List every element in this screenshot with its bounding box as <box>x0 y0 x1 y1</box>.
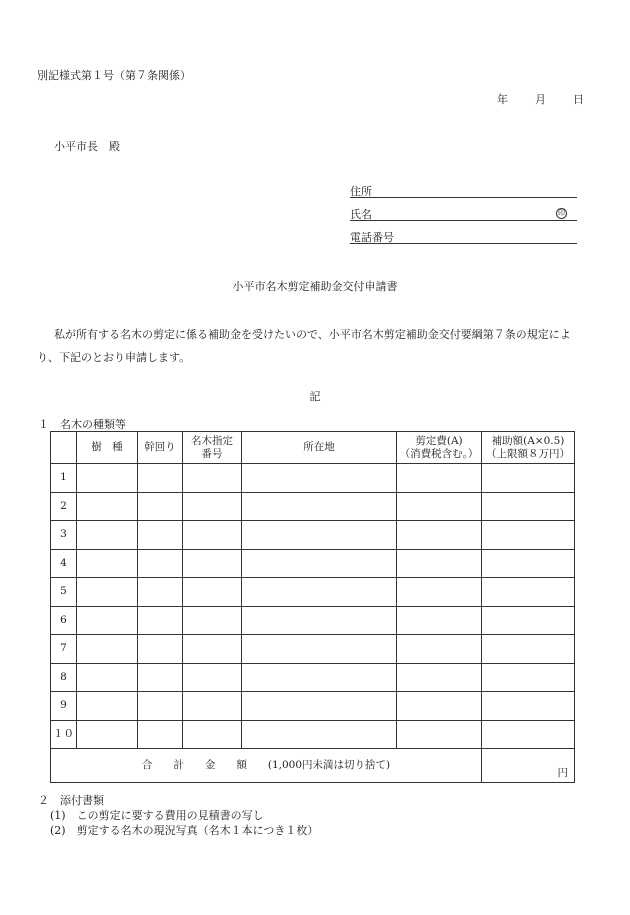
location-cell[interactable] <box>242 606 397 635</box>
cost-cell[interactable] <box>397 549 482 578</box>
date-line <box>497 91 584 107</box>
row-number: 9 <box>51 692 77 721</box>
row-number: 6 <box>51 606 77 635</box>
ki-heading: 記 <box>309 390 321 403</box>
date-year-label: 年 <box>497 93 508 106</box>
girth-cell[interactable] <box>138 521 183 550</box>
cost-cell[interactable] <box>397 606 482 635</box>
row-number: 4 <box>51 549 77 578</box>
subsidy-cell[interactable] <box>482 635 575 664</box>
table-header-row <box>51 432 575 464</box>
species-cell[interactable] <box>77 663 138 692</box>
header-subsidy: 補助額(A×0.5) （上限額８万円） <box>482 432 575 464</box>
species-cell[interactable] <box>77 692 138 721</box>
girth-cell[interactable] <box>138 578 183 607</box>
subsidy-cell[interactable] <box>482 578 575 607</box>
seal-mark: 印 <box>558 209 565 217</box>
species-cell[interactable] <box>77 578 138 607</box>
designation-cell[interactable] <box>183 549 242 578</box>
designation-cell[interactable] <box>183 578 242 607</box>
total-amount-cell[interactable] <box>482 749 575 783</box>
location-cell[interactable] <box>242 720 397 749</box>
table-row <box>51 464 575 493</box>
document-title: 小平市名木剪定補助金交付申請書 <box>232 280 398 293</box>
table-row <box>51 635 575 664</box>
girth-cell[interactable] <box>138 464 183 493</box>
cost-cell[interactable] <box>397 492 482 521</box>
table-row <box>51 521 575 550</box>
location-cell[interactable] <box>242 635 397 664</box>
girth-cell[interactable] <box>138 606 183 635</box>
species-cell[interactable] <box>77 521 138 550</box>
location-cell[interactable] <box>242 692 397 721</box>
subsidy-cell[interactable] <box>482 521 575 550</box>
table-row <box>51 492 575 521</box>
girth-cell[interactable] <box>138 692 183 721</box>
designation-cell[interactable] <box>183 606 242 635</box>
body-line-2: り、下記のとおり申請します。 <box>37 351 191 364</box>
girth-cell[interactable] <box>138 549 183 578</box>
girth-cell[interactable] <box>138 663 183 692</box>
name-field[interactable] <box>350 206 577 221</box>
section1-heading: １ 名木の種類等 <box>38 418 126 431</box>
subsidy-cell[interactable] <box>482 663 575 692</box>
designation-cell[interactable] <box>183 692 242 721</box>
header-species: 樹 種 <box>77 432 138 464</box>
cost-cell[interactable] <box>397 663 482 692</box>
attachment-item-2: (2) 剪定する名木の現況写真（名木１本につき１枚） <box>50 824 319 837</box>
date-day-label: 日 <box>573 93 584 106</box>
cost-cell[interactable] <box>397 464 482 493</box>
location-cell[interactable] <box>242 521 397 550</box>
species-cell[interactable] <box>77 464 138 493</box>
cost-cell[interactable] <box>397 521 482 550</box>
species-cell[interactable] <box>77 549 138 578</box>
species-cell[interactable] <box>77 606 138 635</box>
header-designation: 名木指定 番号 <box>183 432 242 464</box>
subsidy-cell[interactable] <box>482 464 575 493</box>
designation-cell[interactable] <box>183 720 242 749</box>
header-location: 所在地 <box>242 432 397 464</box>
designation-cell[interactable] <box>183 521 242 550</box>
designation-cell[interactable] <box>183 492 242 521</box>
row-number: 8 <box>51 663 77 692</box>
body-line-1: 私が所有する名木の剪定に係る補助金を受けたいので、小平市名木剪定補助金交付要綱第７条の規定によ <box>54 328 571 341</box>
subsidy-cell[interactable] <box>482 606 575 635</box>
row-number: 1 <box>51 464 77 493</box>
location-cell[interactable] <box>242 464 397 493</box>
subsidy-cell[interactable] <box>482 492 575 521</box>
species-cell[interactable] <box>77 492 138 521</box>
address-field[interactable] <box>350 183 577 198</box>
cost-cell[interactable] <box>397 635 482 664</box>
header-cost: 剪定費(A) （消費税含む。） <box>397 432 482 464</box>
table-row <box>51 606 575 635</box>
location-cell[interactable] <box>242 578 397 607</box>
cost-cell[interactable] <box>397 720 482 749</box>
row-number: 5 <box>51 578 77 607</box>
yen-unit: 円 <box>557 767 568 779</box>
location-cell[interactable] <box>242 549 397 578</box>
row-number: １０ <box>51 720 77 749</box>
tree-table <box>50 431 575 783</box>
total-label: 合 計 金 額 (1,000円未満は切り捨て) <box>51 749 482 783</box>
designation-cell[interactable] <box>183 464 242 493</box>
header-girth: 幹回り <box>138 432 183 464</box>
header-number <box>51 432 77 464</box>
designation-cell[interactable] <box>183 663 242 692</box>
table-row <box>51 663 575 692</box>
subsidy-cell[interactable] <box>482 692 575 721</box>
table-row <box>51 692 575 721</box>
location-cell[interactable] <box>242 663 397 692</box>
row-number: 3 <box>51 521 77 550</box>
total-row <box>51 749 575 783</box>
table-row <box>51 549 575 578</box>
girth-cell[interactable] <box>138 720 183 749</box>
cost-cell[interactable] <box>397 692 482 721</box>
species-cell[interactable] <box>77 720 138 749</box>
subsidy-cell[interactable] <box>482 549 575 578</box>
row-number: 2 <box>51 492 77 521</box>
girth-cell[interactable] <box>138 635 183 664</box>
form-number: 別記様式第１号（第７条関係） <box>37 69 191 82</box>
row-number: 7 <box>51 635 77 664</box>
name-label: 氏名 <box>350 208 372 221</box>
phone-label: 電話番号 <box>350 231 394 244</box>
phone-field[interactable] <box>350 229 577 244</box>
location-cell[interactable] <box>242 492 397 521</box>
section2-heading: ２ 添付書類 <box>38 794 104 807</box>
table-row <box>51 720 575 749</box>
cost-cell[interactable] <box>397 578 482 607</box>
species-cell[interactable] <box>77 635 138 664</box>
girth-cell[interactable] <box>138 492 183 521</box>
address-label: 住所 <box>350 185 372 198</box>
designation-cell[interactable] <box>183 635 242 664</box>
addressee: 小平市長 殿 <box>54 140 120 153</box>
table-row <box>51 578 575 607</box>
subsidy-cell[interactable] <box>482 720 575 749</box>
date-month-label: 月 <box>535 93 546 106</box>
attachment-item-1: (1) この剪定に要する費用の見積書の写し <box>50 809 264 822</box>
